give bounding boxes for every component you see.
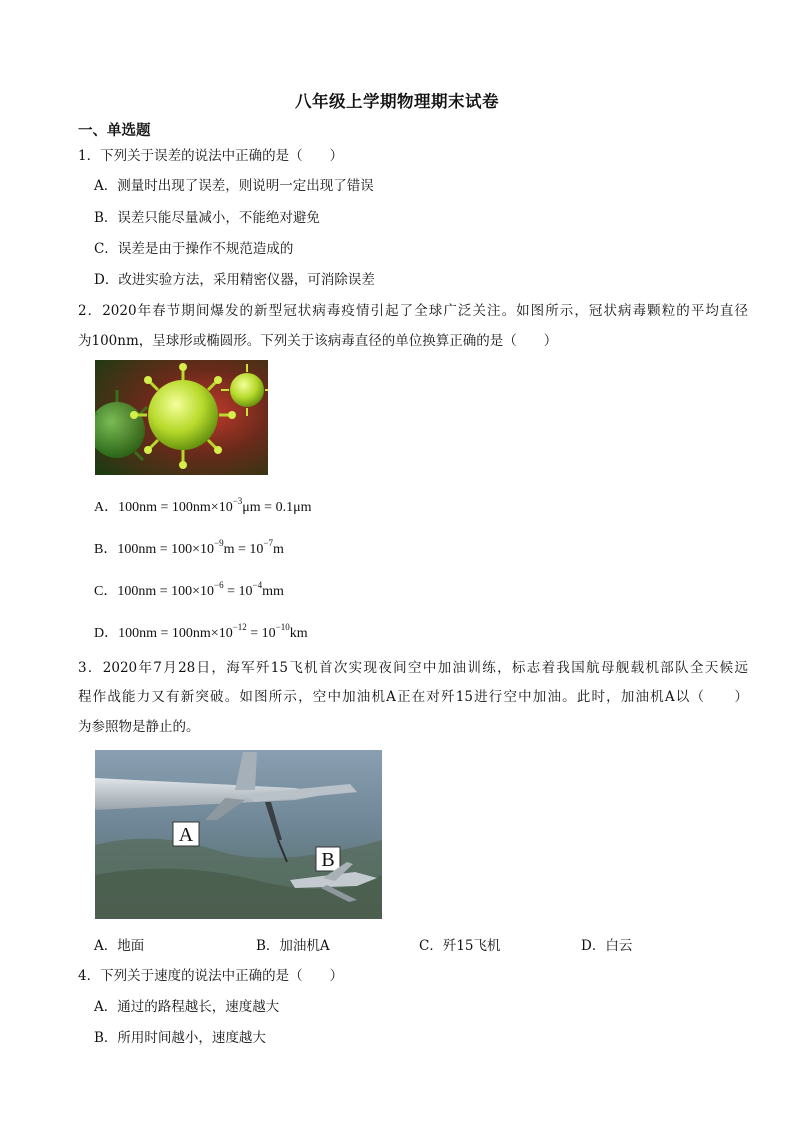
question-3-stem-line-3: 为参照物是静止的。 bbox=[78, 719, 200, 735]
question-2-option-c[interactable]: C．$100nm = 100\times 10^{-6} = 10^{-4}mm$ bbox=[94, 580, 284, 599]
label-b: B bbox=[321, 849, 335, 871]
virus-image bbox=[95, 360, 268, 475]
question-3-option-d[interactable]: D．白云 bbox=[581, 938, 633, 954]
question-2-option-d[interactable]: D．$100nm = 100nm\times 10^{-12} = 10^{-10}km$ bbox=[94, 622, 308, 641]
question-3-option-a[interactable]: A．地面 bbox=[94, 938, 145, 954]
question-4-option-a[interactable]: A．通过的路程越长，速度越大 bbox=[94, 999, 280, 1015]
question-4-option-b[interactable]: B．所用时间越小，速度越大 bbox=[94, 1030, 266, 1046]
question-2-option-a[interactable]: A．$100nm = 100nm\times 10^{-3}\mu m = 0.1\mu m$ bbox=[94, 496, 312, 515]
question-3-options bbox=[94, 934, 744, 954]
question-1-option-b[interactable]: B．误差只能尽量减小，不能绝对避免 bbox=[94, 210, 320, 226]
page-title: 八年级上学期物理期末试卷 bbox=[295, 92, 499, 111]
question-4-stem: 4．下列关于速度的说法中正确的是（ ） bbox=[78, 968, 344, 984]
label-a: A bbox=[178, 824, 194, 846]
question-3-stem-line-2: 程作战能力又有新突破。如图所示，空中加油机A正在对歼15进行空中加油。此时，加油机A以（ ） bbox=[78, 689, 748, 705]
refueling-image bbox=[95, 750, 382, 919]
virus-illustration bbox=[95, 360, 268, 475]
question-2-stem-line-1: 2．2020年春节期间爆发的新型冠状病毒疫情引起了全球广泛关注。如图所示，冠状病毒颗粒的平均直径 bbox=[78, 303, 748, 319]
question-2-option-b[interactable]: B．$100nm = 100\times 10^{-9}m = 10^{-7}m$ bbox=[94, 538, 284, 557]
question-3-option-c[interactable]: C．歼15飞机 bbox=[419, 938, 501, 954]
question-1-option-d[interactable]: D．改进实验方法，采用精密仪器，可消除误差 bbox=[94, 272, 375, 288]
refueling-illustration bbox=[95, 750, 382, 919]
question-3-stem-line-1: 3．2020年7月28日，海军歼15飞机首次实现夜间空中加油训练，标志着我国航母舰载机部队全天候远 bbox=[78, 660, 748, 676]
section-heading: 一、单选题 bbox=[78, 123, 151, 139]
question-3-option-b[interactable]: B．加油机A bbox=[256, 938, 330, 954]
question-1-stem: 1．下列关于误差的说法中正确的是（ ） bbox=[78, 148, 344, 164]
question-1-option-c[interactable]: C．误差是由于操作不规范造成的 bbox=[94, 241, 294, 257]
question-2-stem-line-2: 为100nm，呈球形或椭圆形。下列关于该病毒直径的单位换算正确的是（ ） bbox=[78, 333, 558, 349]
question-1-option-a[interactable]: A．测量时出现了误差，则说明一定出现了错误 bbox=[94, 178, 374, 194]
